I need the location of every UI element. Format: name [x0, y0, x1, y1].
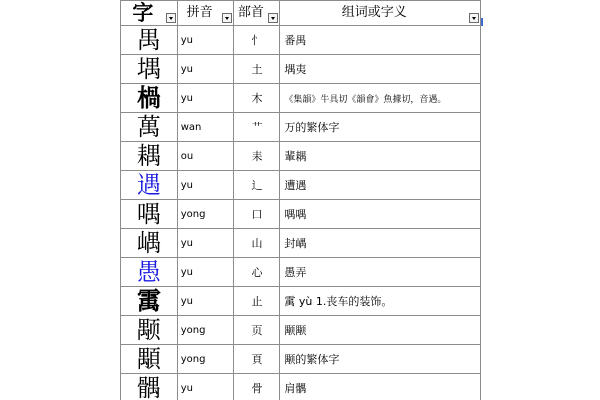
radical-cell[interactable]: 土 — [234, 55, 280, 84]
radical-cell[interactable]: 页 — [234, 316, 280, 345]
definition-cell[interactable]: 喁喁 — [280, 200, 481, 229]
table-row — [121, 113, 481, 142]
table-row — [121, 200, 481, 229]
char-cell[interactable]: 楇 — [121, 84, 178, 113]
char-cell[interactable]: 喁 — [121, 200, 178, 229]
definition-cell[interactable]: 颙的繁体字 — [280, 345, 481, 374]
table-row — [121, 316, 481, 345]
radical-cell[interactable]: 木 — [234, 84, 280, 113]
table-row — [121, 287, 481, 316]
pinyin-cell[interactable]: yong — [177, 345, 234, 374]
definition-cell[interactable]: 肩髃 — [280, 374, 481, 400]
table-row — [121, 258, 481, 287]
table-row — [121, 345, 481, 374]
definition-cell[interactable]: 番禺 — [280, 26, 481, 55]
pinyin-cell[interactable]: yu — [177, 258, 234, 287]
definition-cell[interactable]: 万的繁体字 — [280, 113, 481, 142]
filter-dropdown-icon[interactable] — [268, 13, 278, 23]
char-cell[interactable]: 遇 — [121, 171, 178, 200]
header-pinyin-label: 拼音 — [186, 5, 213, 20]
radical-cell[interactable]: 忄 — [234, 26, 280, 55]
pinyin-cell[interactable]: wan — [177, 113, 234, 142]
radical-cell[interactable]: 頁 — [234, 345, 280, 374]
header-cell-radical — [234, 1, 280, 26]
table-row — [121, 374, 481, 400]
header-cell-char — [121, 1, 178, 26]
pinyin-cell[interactable]: yu — [177, 229, 234, 258]
table-row — [121, 171, 481, 200]
definition-cell[interactable]: 遭遇 — [280, 171, 481, 200]
filter-dropdown-icon[interactable] — [166, 13, 176, 23]
column-resize-handle[interactable] — [481, 18, 483, 26]
radical-cell[interactable]: 心 — [234, 258, 280, 287]
radical-cell[interactable]: 艹 — [234, 113, 280, 142]
table-row — [121, 229, 481, 258]
spreadsheet — [120, 0, 481, 400]
char-cell[interactable]: 颙 — [121, 316, 178, 345]
definition-cell[interactable]: 輩耦 — [280, 142, 481, 171]
pinyin-cell[interactable]: yu — [177, 26, 234, 55]
char-cell[interactable]: 䨞 — [121, 287, 178, 316]
radical-cell[interactable]: 骨 — [234, 374, 280, 400]
radical-cell[interactable]: 止 — [234, 287, 280, 316]
radical-cell[interactable]: 口 — [234, 200, 280, 229]
pinyin-cell[interactable]: yu — [177, 84, 234, 113]
definition-cell[interactable]: 愚弄 — [280, 258, 481, 287]
radical-cell[interactable]: 辶 — [234, 171, 280, 200]
char-cell[interactable]: 髃 — [121, 374, 178, 400]
pinyin-cell[interactable]: yu — [177, 55, 234, 84]
radical-cell[interactable]: 耒 — [234, 142, 280, 171]
pinyin-cell[interactable]: yu — [177, 374, 234, 400]
pinyin-cell[interactable]: yong — [177, 200, 234, 229]
filter-dropdown-icon[interactable] — [222, 13, 232, 23]
definition-cell[interactable]: 䨞 yù 1.丧车的装饰。 — [280, 287, 481, 316]
char-cell[interactable]: 顒 — [121, 345, 178, 374]
filter-dropdown-icon[interactable] — [469, 13, 479, 23]
definition-cell[interactable]: 《集韻》牛具切《韻會》魚據切，音遇。 — [280, 84, 481, 113]
header-radical-label: 部首 — [237, 5, 264, 20]
header-char-label: 字 — [132, 0, 154, 25]
header-cell-pinyin — [177, 1, 234, 26]
char-cell[interactable]: 嵎 — [121, 229, 178, 258]
char-cell[interactable]: 堣 — [121, 55, 178, 84]
table-row — [121, 55, 481, 84]
char-cell[interactable]: 耦 — [121, 142, 178, 171]
header-definition-label: 组词或字义 — [341, 5, 407, 20]
header-cell-definition — [280, 1, 481, 26]
definition-cell[interactable]: 封嵎 — [280, 229, 481, 258]
table-row — [121, 26, 481, 55]
header-row — [121, 1, 481, 26]
character-table — [120, 0, 481, 400]
table-row — [121, 84, 481, 113]
pinyin-cell[interactable]: yu — [177, 171, 234, 200]
char-cell[interactable]: 禺 — [121, 26, 178, 55]
char-cell[interactable]: 愚 — [121, 258, 178, 287]
radical-cell[interactable]: 山 — [234, 229, 280, 258]
pinyin-cell[interactable]: yu — [177, 287, 234, 316]
pinyin-cell[interactable]: yong — [177, 316, 234, 345]
table-row — [121, 142, 481, 171]
definition-cell[interactable]: 颙颙 — [280, 316, 481, 345]
char-cell[interactable]: 萬 — [121, 113, 178, 142]
pinyin-cell[interactable]: ou — [177, 142, 234, 171]
definition-cell[interactable]: 堣夷 — [280, 55, 481, 84]
